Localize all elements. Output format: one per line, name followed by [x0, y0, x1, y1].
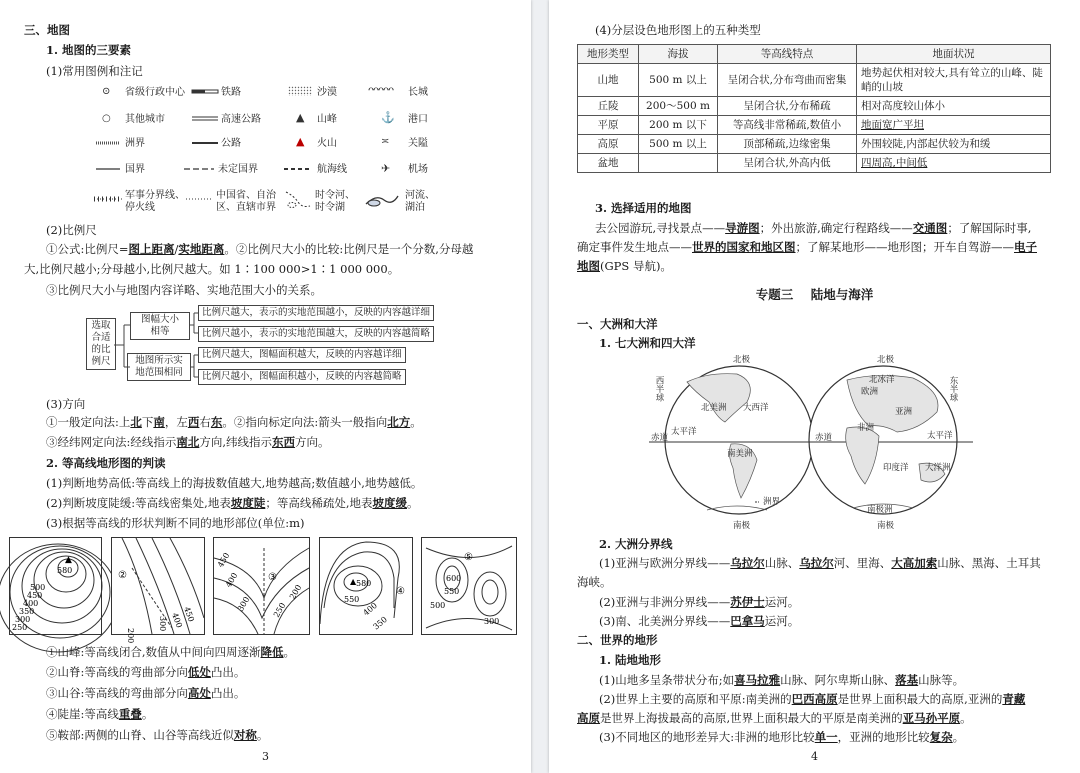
north-pole-label: 北极 — [733, 355, 751, 365]
contour-ridge — [111, 537, 205, 644]
landform-ridge: ②山脊:等高线的弯曲部分向低处凸出。 — [46, 665, 246, 679]
landform-peak: ①山峰:等高线闭合,数值从中间向四周逐渐降低。 — [46, 645, 296, 659]
table-cell: 顶部稀疏,边缘密集 — [718, 135, 857, 154]
table-cell: 500 m 以上 — [639, 64, 718, 97]
legend-label: 省级行政中心 — [125, 87, 185, 98]
pacific-east-label: 太平洋 — [927, 431, 953, 441]
western-hemisphere-label: 西半球 — [654, 376, 664, 402]
table-cell: 平原 — [578, 116, 639, 135]
desert-icon — [288, 86, 312, 96]
seasonal-river-icon — [284, 188, 312, 210]
choose-map-line2: 确定事件发生地点——世界的国家和地区图；了解某地形——地形图；开车自驾游——电子 — [577, 240, 1037, 254]
contour-label: 500 — [430, 601, 446, 610]
river-lake-icon — [364, 190, 400, 208]
contour-label: ⑤ — [464, 552, 473, 563]
contour-label: 300 — [15, 615, 31, 624]
contour-saddle-lines — [422, 538, 516, 634]
atlantic-label: 大西洋 — [743, 403, 769, 413]
legend-label: 高速公路 — [221, 114, 261, 125]
heading-boundaries: 2. 大洲分界线 — [599, 537, 673, 551]
contour-peak-lines — [10, 538, 101, 634]
page-number: 4 — [811, 750, 818, 763]
choose-map-line3: 地图(GPS 导航)。 — [577, 259, 672, 273]
sea-route-icon — [284, 166, 312, 172]
section-continents: 一、大洲和大洋 — [577, 317, 658, 331]
south-pole-label: 南极 — [877, 521, 895, 531]
asia-label: 亚洲 — [895, 407, 913, 417]
legend-label: 港口 — [408, 114, 428, 125]
contour-label: 550 — [344, 595, 360, 604]
contour-label: ④ — [396, 586, 405, 597]
contour-label: 350 — [371, 614, 389, 632]
table-cell — [639, 154, 718, 173]
table-cell: 丘陵 — [578, 97, 639, 116]
topic-title: 专题三 陆地与海洋 — [755, 287, 874, 302]
heading-seven-continents: 1. 七大洲和四大洋 — [599, 336, 696, 350]
undefined-border-icon — [184, 166, 214, 172]
table-header: 等高线特点 — [718, 45, 857, 64]
contour-label: 400 — [361, 600, 379, 618]
equator-label: 赤道 — [815, 433, 833, 443]
terrain-plateaus: (2)世界上主要的高原和平原:南美洲的巴西高原是世界上面积最大的高原,亚洲的青藏 — [599, 692, 1026, 706]
boundary-legend-label: 洲界 — [763, 497, 781, 507]
provincial-capital-icon: ⊙ — [102, 86, 111, 97]
contour-label: ③ — [268, 572, 277, 583]
legend-label: 洲界 — [125, 138, 145, 149]
table-cell: 相对高度较山体小 — [857, 97, 1051, 116]
svg-text:▲: ▲ — [65, 555, 72, 565]
table-header: 地面状况 — [857, 45, 1051, 64]
anchor-icon: ⚓ — [381, 111, 395, 124]
legend-label: 停火线 — [125, 202, 155, 213]
railway-icon — [192, 89, 218, 95]
types-title: (4)分层设色地形图上的五种类型 — [595, 23, 761, 37]
heading-choose-map: 3. 选择适用的地图 — [595, 201, 692, 215]
scale-relation: ③比例尺大小与地图内容详略、实地范围大小的关系。 — [46, 283, 322, 297]
table-row — [578, 135, 1051, 154]
terrain-plateaus-cont: 高原是世界上海拔最高的高原,世界上面积最大的平原是南美洲的亚马孙平原。 — [577, 711, 972, 725]
legend-label: 公路 — [221, 138, 241, 149]
legend-title: (1)常用图例和注记 — [46, 64, 143, 78]
legend-label: 时令河、 — [315, 190, 355, 201]
boundary-asia-europe-cont: 海峡。 — [577, 575, 612, 589]
contour-label: 400 — [23, 599, 39, 608]
flowchart-leaf: 比例尺越小，图幅面积越小，反映的内容越简略 — [198, 369, 406, 385]
flowchart-leaf: 比例尺越大，表示的实地范围越小，反映的内容越详细 — [198, 305, 434, 321]
table-cell: 四周高,中间低 — [857, 154, 1051, 173]
antarctica-label: 南极洲 — [867, 505, 893, 515]
contour-label: 300 — [235, 595, 252, 613]
table-header-row — [578, 45, 1051, 64]
legend-label: 时令湖 — [315, 202, 345, 213]
landform-valley: ③山谷:等高线的弯曲部分向高处凸出。 — [46, 686, 246, 700]
contour-ridge-lines — [112, 538, 204, 644]
section-world-terrain: 二、世界的地形 — [577, 633, 658, 647]
equator-label: 赤道 — [651, 433, 669, 443]
city-icon: ○ — [102, 113, 111, 124]
table-header: 海拔 — [639, 45, 718, 64]
flowchart-root: 选取 合适 的比 例尺 — [86, 318, 116, 370]
legend-label: 军事分界线、 — [125, 190, 185, 201]
legend-label: 火山 — [317, 138, 337, 149]
contour-label: 300 — [158, 616, 167, 632]
scale-title: (2)比例尺 — [46, 223, 97, 237]
terrain-mountains: (1)山地多呈条带状分布;如喜马拉雅山脉、阿尔卑斯山脉、落基山脉等。 — [599, 673, 965, 687]
legend-label: 湖泊 — [405, 202, 425, 213]
contour-label: 350 — [19, 607, 35, 616]
contour-slope: (2)判断坡度陡缓:等高线密集处,地表坡度陡；等高线稀疏处,地表坡度缓。 — [46, 496, 419, 510]
airport-icon: ✈ — [381, 162, 391, 175]
flowchart-same-area: 地图所示实 地范围相同 — [127, 353, 191, 381]
legend-label: 其他城市 — [125, 114, 165, 125]
flowchart-leaf: 比例尺越小，表示的实地范围越大，反映的内容越简略 — [198, 326, 434, 342]
south-pole-label: 南极 — [733, 521, 751, 531]
table-cell: 山地 — [578, 64, 639, 97]
legend-label: 河流、 — [405, 190, 435, 201]
flowchart-same-size: 图幅大小 相等 — [130, 312, 190, 340]
continent-boundary-icon — [96, 140, 120, 146]
indian-ocean-label: 印度洋 — [883, 463, 909, 473]
table-cell: 呈闭合状,分布弯曲而密集 — [718, 64, 857, 97]
legend-label: 区、直辖市界 — [216, 202, 276, 213]
landform-saddle: ⑤鞍部:两侧的山脊、山谷等高线近似对称。 — [46, 728, 269, 742]
south-america-label: 南美洲 — [727, 449, 753, 459]
contour-label: 500 — [30, 583, 46, 592]
province-boundary-icon — [186, 196, 212, 202]
boundary-americas: (3)南、北美洲分界线——巴拿马运河。 — [599, 614, 800, 628]
boundary-asia-africa: (2)亚洲与非洲分界线——苏伊士运河。 — [599, 595, 800, 609]
eastern-hemisphere-label: 东半球 — [948, 376, 958, 402]
table-cell: 200～500 m — [639, 97, 718, 116]
contour-peak — [9, 537, 102, 635]
table-cell: 盆地 — [578, 154, 639, 173]
mountain-peak-icon: ▲ — [296, 111, 305, 124]
pass-icon: ≍ — [381, 136, 390, 147]
table-header: 地形类型 — [578, 45, 639, 64]
north-pole-label: 北极 — [877, 355, 895, 365]
contour-label: 450 — [27, 591, 43, 600]
table-cell: 500 m 以上 — [639, 135, 718, 154]
contour-label: ② — [118, 570, 127, 581]
direction-general: ①一般定向法:上北下南，左西右东。②指向标定向法:箭头一般指向北方。 — [46, 415, 422, 429]
heading-map-elements: 1. 地图的三要素 — [46, 43, 132, 57]
contour-label: 580 — [356, 579, 372, 588]
contour-valley — [213, 537, 310, 635]
contour-label: 450 — [215, 551, 232, 569]
terrain-differences: (3)不同地区的地形差异大:非洲的地形比较单一，亚洲的地形比较复杂。 — [599, 730, 965, 744]
contour-label: 250 — [12, 623, 28, 632]
heading-land-terrain: 1. 陆地地形 — [599, 653, 662, 667]
legend-label: 沙漠 — [317, 87, 337, 98]
scale-compare: 大,比例尺越小;分母越小,比例尺越大。如 1∶100 000>1∶1 000 000。 — [24, 262, 400, 276]
flowchart-leaf: 比例尺越大，图幅面积越大，反映的内容越详细 — [198, 347, 406, 363]
direction-grid: ③经纬网定向法:经线指示南北方向,纬线指示东西方向。 — [46, 435, 330, 449]
table-cell: 等高线非常稀疏,数值小 — [718, 116, 857, 135]
table-row — [578, 116, 1051, 135]
legend-label: 铁路 — [221, 87, 241, 98]
contour-label: 400 — [170, 611, 184, 630]
national-border-icon — [96, 166, 120, 172]
table-row — [578, 64, 1051, 97]
oceania-label: 大洋洲 — [925, 463, 951, 473]
north-america-label: 北美洲 — [701, 403, 727, 413]
contour-label: 600 — [446, 574, 462, 583]
table-cell: 200 m 以下 — [639, 116, 718, 135]
table-cell: 呈闭合状,分布稀疏 — [718, 97, 857, 116]
boundary-asia-europe: (1)亚洲与欧洲分界线——乌拉尔山脉、乌拉尔河、里海、大高加索山脉、黑海、土耳其 — [599, 556, 1041, 570]
contour-cliff-lines — [320, 538, 412, 634]
heading-contour: 2. 等高线地形图的判读 — [46, 456, 166, 470]
contour-label: 580 — [57, 566, 73, 575]
pacific-label: 太平洋 — [671, 427, 697, 437]
contour-label: 200 — [287, 583, 304, 601]
contour-label: 400 — [223, 571, 240, 589]
volcano-icon: ▲ — [296, 135, 305, 148]
europe-label: 欧洲 — [861, 387, 879, 397]
contour-height: (1)判断地势高低:等高线上的海拔数值越大,地势越高;数值越小,地势越低。 — [46, 476, 423, 490]
table-row — [578, 97, 1051, 116]
great-wall-icon: ᴖᴖᴖᴖᴖ — [368, 85, 394, 96]
military-line-icon — [94, 196, 122, 202]
africa-label: 非洲 — [857, 423, 875, 433]
landform-cliff: ④陡崖:等高线重叠。 — [46, 707, 154, 721]
contour-label: 450 — [182, 605, 196, 624]
expressway-icon — [192, 116, 218, 122]
contour-label: 250 — [271, 601, 288, 619]
contour-label: 300 — [484, 617, 500, 626]
page-4 — [549, 0, 1080, 773]
table-cell: 高原 — [578, 135, 639, 154]
table-cell: 地势起伏相对较大,具有耸立的山峰、陡峭的山坡 — [857, 64, 1051, 97]
road-icon — [192, 140, 218, 146]
page-3 — [0, 0, 531, 773]
legend-label: 未定国界 — [218, 164, 258, 175]
arctic-ocean-label: 北冰洋 — [869, 375, 895, 385]
contour-shape: (3)根据等高线的形状判断不同的地形部位(单位:m) — [46, 516, 305, 530]
legend-label: 机场 — [408, 164, 428, 175]
choose-map-line1: 去公园游玩,寻找景点——导游图；外出旅游,确定行程路线——交通图；了解国际时事, — [595, 221, 1032, 235]
terrain-types-table — [577, 44, 1051, 173]
contour-label: 200 — [126, 628, 135, 644]
legend-label: 国界 — [125, 164, 145, 175]
contour-label: 550 — [444, 587, 460, 596]
legend-label: 关隘 — [408, 138, 428, 149]
table-row — [578, 154, 1051, 173]
page-number: 3 — [262, 750, 269, 763]
world-hemispheres-map — [647, 352, 977, 532]
legend-label: 中国省、自治 — [216, 190, 276, 201]
table-cell: 地面宽广平坦 — [857, 116, 1051, 135]
legend-label: 航海线 — [317, 164, 347, 175]
table-cell: 外围较陡,内部起伏较为和缓 — [857, 135, 1051, 154]
svg-text:▲: ▲ — [350, 577, 357, 586]
contour-saddle — [421, 537, 517, 635]
table-cell: 呈闭合状,外高内低 — [718, 154, 857, 173]
legend-label: 山峰 — [317, 114, 337, 125]
legend-label: 长城 — [408, 87, 428, 98]
direction-title: (3)方向 — [46, 397, 86, 411]
contour-valley-lines — [214, 538, 309, 634]
contour-cliff — [319, 537, 413, 635]
scale-formula: ①公式:比例尺=图上距离/实地距离。②比例尺大小的比较:比例尺是一个分数,分母越 — [46, 242, 474, 256]
section-title: 三、地图 — [24, 23, 70, 37]
